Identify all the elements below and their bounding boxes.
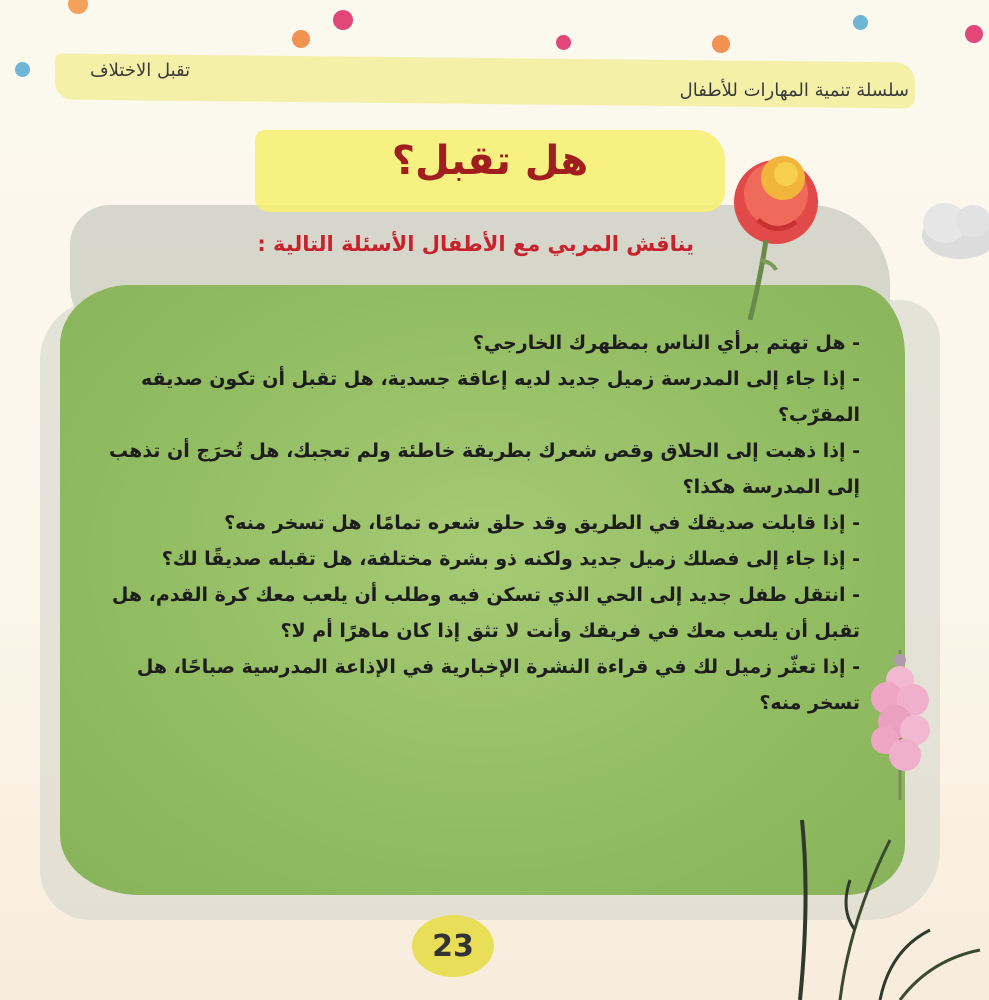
flower-stem-icon (740, 240, 780, 320)
question-item: - هل تهتم برأي الناس بمظهرك الخارجي؟ (472, 332, 860, 354)
question-item: - إذا قابلت صديقك في الطريق وقد حلق شعره تمامًا، هل تسخر منه؟ (224, 512, 860, 534)
page-number: 23 (412, 915, 494, 977)
series-title: سلسلة تنمية المهارات للأطفال (679, 80, 909, 101)
decorative-dot (15, 62, 30, 77)
decorative-dot (965, 25, 983, 43)
grass-stems-icon (780, 780, 989, 1000)
question-item: - إذا ذهبت إلى الحلاق وقص شعرك بطريقة خاطئة ولم تعجبك، هل تُحرَج أن تذهب إلى المدرسة هكذا؟ (109, 440, 860, 498)
question-item: - إذا جاء إلى المدرسة زميل جديد لديه إعاقة جسدية، هل تقبل أن تكون صديقه المقرّب؟ (141, 368, 860, 426)
decorative-dot (712, 35, 730, 53)
cloud-icon (905, 185, 989, 275)
question-item: - إذا جاء إلى فصلك زميل جديد ولكنه ذو بشرة مختلفة، هل تقبله صديقًا لك؟ (161, 548, 860, 570)
flower-icon (728, 150, 824, 250)
decorative-dot (853, 15, 868, 30)
questions-list (100, 325, 860, 721)
decorative-dot (68, 0, 88, 14)
book-title: تقبل الاختلاف (90, 60, 191, 81)
decorative-dot (333, 10, 353, 30)
question-item: - إذا تعثّر زميل لك في قراءة النشرة الإخبارية في الإذاعة المدرسية صباحًا، هل تسخر منه؟ (136, 656, 860, 714)
pink-flower-icon (855, 640, 945, 800)
question-item: - انتقل طفل جديد إلى الحي الذي تسكن فيه وطلب أن يلعب معك كرة القدم، هل تقبل أن يلعب معك في فريقك وأنت لا تثق إذا كان ماهرًا أم لا؟ (111, 584, 860, 642)
subtitle: يناقش المربي مع الأطفال الأسئلة التالية : (257, 232, 694, 256)
page-title: هل تقبل؟ (391, 138, 589, 184)
decorative-dot (556, 35, 571, 50)
decorative-dot (292, 30, 310, 48)
